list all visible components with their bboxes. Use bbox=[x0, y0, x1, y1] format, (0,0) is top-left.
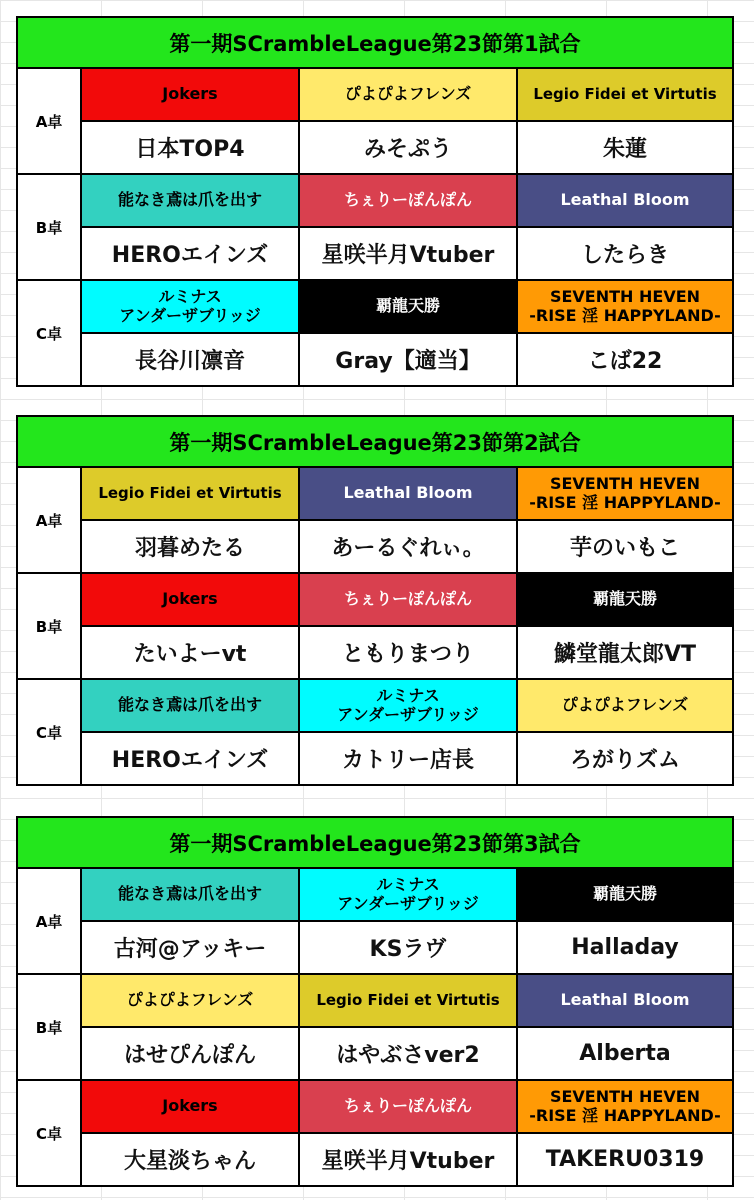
player-cell[interactable]: ともりまつり bbox=[300, 627, 518, 680]
team-name: 覇龍天勝 bbox=[375, 296, 440, 316]
table-label: C卓 bbox=[18, 281, 82, 387]
team-cell bbox=[82, 1081, 300, 1134]
table-label: A卓 bbox=[18, 69, 82, 175]
team-cell bbox=[82, 869, 300, 922]
player-cell[interactable]: 日本TOP4 bbox=[82, 122, 300, 175]
team-cell bbox=[300, 975, 518, 1028]
team-name: Jokers bbox=[162, 589, 218, 609]
team-name: SEVENTH HEVEN bbox=[549, 1087, 701, 1107]
team-name: 能なき鳶は爪を出す bbox=[117, 190, 262, 210]
team-cell bbox=[82, 468, 300, 521]
player-cell[interactable]: Halladay bbox=[518, 922, 734, 975]
team-cell bbox=[518, 680, 734, 733]
team-name-line2: -RISE 淫 HAPPYLAND- bbox=[529, 1105, 721, 1125]
table-label: A卓 bbox=[18, 869, 82, 975]
team-cell bbox=[300, 869, 518, 922]
player-cell[interactable]: HEROエインズ bbox=[82, 733, 300, 786]
team-cell bbox=[518, 175, 734, 228]
player-cell[interactable]: ろがりズム bbox=[518, 733, 734, 786]
team-name: Leathal Bloom bbox=[343, 483, 473, 503]
team-cell bbox=[300, 281, 518, 334]
team-name: ぴよぴよフレンズ bbox=[344, 84, 472, 104]
player-cell[interactable]: KSラヴ bbox=[300, 922, 518, 975]
player-cell[interactable]: Gray【適当】 bbox=[300, 334, 518, 387]
team-name: ルミナス bbox=[158, 287, 222, 307]
team-name: 能なき鳶は爪を出す bbox=[117, 884, 262, 904]
team-cell bbox=[82, 175, 300, 228]
table-label: B卓 bbox=[18, 975, 82, 1081]
team-name: ぴよぴよフレンズ bbox=[126, 990, 254, 1010]
player-cell[interactable]: 古河@アッキー bbox=[82, 922, 300, 975]
team-cell bbox=[518, 281, 734, 334]
match-title: 第一期SCrambleLeague第23節第1試合 bbox=[18, 18, 734, 69]
team-cell bbox=[518, 574, 734, 627]
match-grid bbox=[18, 869, 734, 1187]
team-cell bbox=[82, 69, 300, 122]
player-cell[interactable]: こば22 bbox=[518, 334, 734, 387]
team-cell bbox=[518, 69, 734, 122]
team-cell bbox=[300, 574, 518, 627]
team-cell bbox=[518, 1081, 734, 1134]
player-cell[interactable]: あーるぐれぃ。 bbox=[300, 521, 518, 574]
player-cell[interactable]: たいよーvt bbox=[82, 627, 300, 680]
team-name-line2: アンダーザブリッジ bbox=[337, 893, 479, 913]
team-name: ちぇりーぽんぽん bbox=[343, 190, 472, 210]
match-block bbox=[16, 16, 734, 387]
player-cell[interactable]: 羽暮めたる bbox=[82, 521, 300, 574]
team-name-line2: -RISE 淫 HAPPYLAND- bbox=[529, 305, 721, 325]
team-cell bbox=[518, 468, 734, 521]
match-grid bbox=[18, 468, 734, 786]
match-block bbox=[16, 415, 734, 786]
team-name: ちぇりーぽんぽん bbox=[343, 1096, 472, 1116]
player-cell[interactable]: TAKERU0319 bbox=[518, 1134, 734, 1187]
team-name: Leathal Bloom bbox=[560, 990, 690, 1010]
team-name: ちぇりーぽんぽん bbox=[343, 589, 472, 609]
team-name: ルミナス bbox=[376, 686, 440, 706]
table-label: B卓 bbox=[18, 175, 82, 281]
team-name: 覇龍天勝 bbox=[592, 884, 657, 904]
team-cell bbox=[300, 680, 518, 733]
table-label: C卓 bbox=[18, 680, 82, 786]
player-cell[interactable]: Alberta bbox=[518, 1028, 734, 1081]
team-name: SEVENTH HEVEN bbox=[549, 474, 701, 494]
team-name-line2: -RISE 淫 HAPPYLAND- bbox=[529, 492, 721, 512]
player-cell[interactable]: 鱗堂龍太郎VT bbox=[518, 627, 734, 680]
team-name: SEVENTH HEVEN bbox=[549, 287, 701, 307]
team-name: Leathal Bloom bbox=[560, 190, 690, 210]
match-block bbox=[16, 816, 734, 1187]
player-cell[interactable]: HEROエインズ bbox=[82, 228, 300, 281]
team-cell bbox=[300, 175, 518, 228]
team-cell bbox=[300, 69, 518, 122]
player-cell[interactable]: 長谷川凛音 bbox=[82, 334, 300, 387]
player-cell[interactable]: はやぶさver2 bbox=[300, 1028, 518, 1081]
team-name-line2: アンダーザブリッジ bbox=[337, 704, 479, 724]
team-cell bbox=[82, 975, 300, 1028]
team-cell bbox=[82, 281, 300, 334]
match-grid bbox=[18, 69, 734, 387]
table-label: B卓 bbox=[18, 574, 82, 680]
team-name: ルミナス bbox=[376, 875, 440, 895]
team-name: Legio Fidei et Virtutis bbox=[533, 84, 717, 103]
player-cell[interactable]: みそぷう bbox=[300, 122, 518, 175]
match-title: 第一期SCrambleLeague第23節第2試合 bbox=[18, 417, 734, 468]
player-cell[interactable]: したらき bbox=[518, 228, 734, 281]
player-cell[interactable]: 朱蓮 bbox=[518, 122, 734, 175]
team-cell bbox=[300, 1081, 518, 1134]
team-cell bbox=[518, 975, 734, 1028]
player-cell[interactable]: カトリー店長 bbox=[300, 733, 518, 786]
team-name: Legio Fidei et Virtutis bbox=[98, 483, 282, 502]
player-cell[interactable]: 星咲半月Vtuber bbox=[300, 228, 518, 281]
team-cell bbox=[518, 869, 734, 922]
player-cell[interactable]: 星咲半月Vtuber bbox=[300, 1134, 518, 1187]
team-name: Jokers bbox=[162, 84, 218, 104]
team-cell bbox=[82, 574, 300, 627]
team-cell bbox=[82, 680, 300, 733]
table-label: C卓 bbox=[18, 1081, 82, 1187]
team-name-line2: アンダーザブリッジ bbox=[119, 305, 261, 325]
player-cell[interactable]: 芋のいもこ bbox=[518, 521, 734, 574]
team-name: Legio Fidei et Virtutis bbox=[316, 990, 500, 1009]
match-title: 第一期SCrambleLeague第23節第3試合 bbox=[18, 818, 734, 869]
player-cell[interactable]: 大星淡ちゃん bbox=[82, 1134, 300, 1187]
team-name: ぴよぴよフレンズ bbox=[561, 695, 689, 715]
player-cell[interactable]: はせぴんぽん bbox=[82, 1028, 300, 1081]
team-cell bbox=[300, 468, 518, 521]
team-name: Jokers bbox=[162, 1096, 218, 1116]
team-name: 覇龍天勝 bbox=[592, 589, 657, 609]
team-name: 能なき鳶は爪を出す bbox=[117, 695, 262, 715]
table-label: A卓 bbox=[18, 468, 82, 574]
